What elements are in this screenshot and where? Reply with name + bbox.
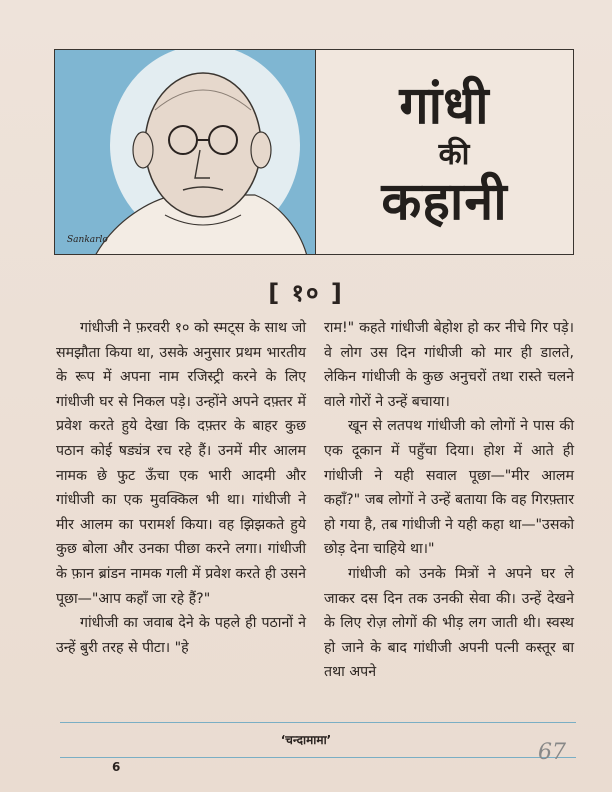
footer-rule-top bbox=[60, 722, 576, 723]
right-paragraph-3: गांधीजी को उनके मित्रों ने अपने घर ले जाकर दस दिन तक उनकी सेवा की। उन्हें देखने के लिए रोज़ लोगों की भीड़ लग जाती थी। स्वस्थ हो जाने के बाद गांधीजी अपनी पत्नी कस्तूर बा तथा अपने bbox=[324, 565, 574, 681]
title-line-ki: की bbox=[438, 137, 471, 172]
title-line-gandhi: गांधी bbox=[399, 76, 490, 136]
right-paragraph-2: खून से लतपथ गांधीजी को लोगों ने पास की एक दूकान में पहुँचा दिया। होश में आते ही गांधीजी ने यही सवाल पूछा—"मीर आलम कहाँ?" जब लोगों ने उन्हें बताया कि वह गिरफ़्तार हो गया है, तब गांधीजी ने यही कहा था—"उसको छोड़ देना चाहिये था।" bbox=[324, 418, 574, 558]
page-number: 6 bbox=[112, 760, 121, 774]
portrait-drawing bbox=[55, 50, 315, 254]
artist-signature: Sankarlo bbox=[67, 235, 108, 245]
title-line-kahani: कहानी bbox=[381, 172, 508, 232]
right-text-column bbox=[324, 316, 574, 685]
magazine-name: ‘चन्दामामा’ bbox=[280, 733, 332, 747]
footer-rule-bottom bbox=[60, 757, 576, 758]
handwritten-page-number: 67 bbox=[538, 740, 566, 765]
left-paragraph-2: गांधीजी का जवाब देने के पहले ही पठानों ने उन्हें बुरी तरह से पीटा। "हे bbox=[56, 615, 306, 656]
left-paragraph-1: गांधीजी ने फ़रवरी १० को स्मट्स के साथ जो समझौता किया था, उसके अनुसार प्रथम भारतीय के रूप में अपना नाम रजिस्ट्री करने के लिए गांधीजी घर से निकल पड़े। उन्होंने अपने दफ़्तर में प्रवेश करते हुये देखा कि दफ़्तर के बाहर कुछ पठान कोई षड्यंत्र रच रहे हैं। उनमें मीर आलम नामक छे फुट ऊँचा एक भारी आदमी और गांधीजी का एक मुवक्किल भी था। गांधीजी ने मीर आलम का परामर्श किया। वह झिझकते हुये कुछ बोला और उनका पीछा करने लगा। गांधीजी के फ़ान ब्रांडन नामक गली में प्रवेश करते ही उसने पूछा—"आप कहाँ जा रहे हैं?" bbox=[56, 320, 306, 607]
left-text-column bbox=[56, 316, 306, 660]
story-title-block bbox=[316, 50, 573, 254]
story-header-banner bbox=[54, 49, 574, 255]
gandhi-portrait-illustration bbox=[55, 50, 316, 254]
part-number: [ १० ] bbox=[268, 279, 344, 307]
right-paragraph-1: राम!" कहते गांधीजी बेहोश हो कर नीचे गिर पड़े। वे लोग उस दिन गांधीजी को मार ही डालते, लेकिन गांधीजी के कुछ अनुचरों तथा रास्ते चलने वाले गोरों ने उन्हें बचाया। bbox=[324, 320, 574, 410]
